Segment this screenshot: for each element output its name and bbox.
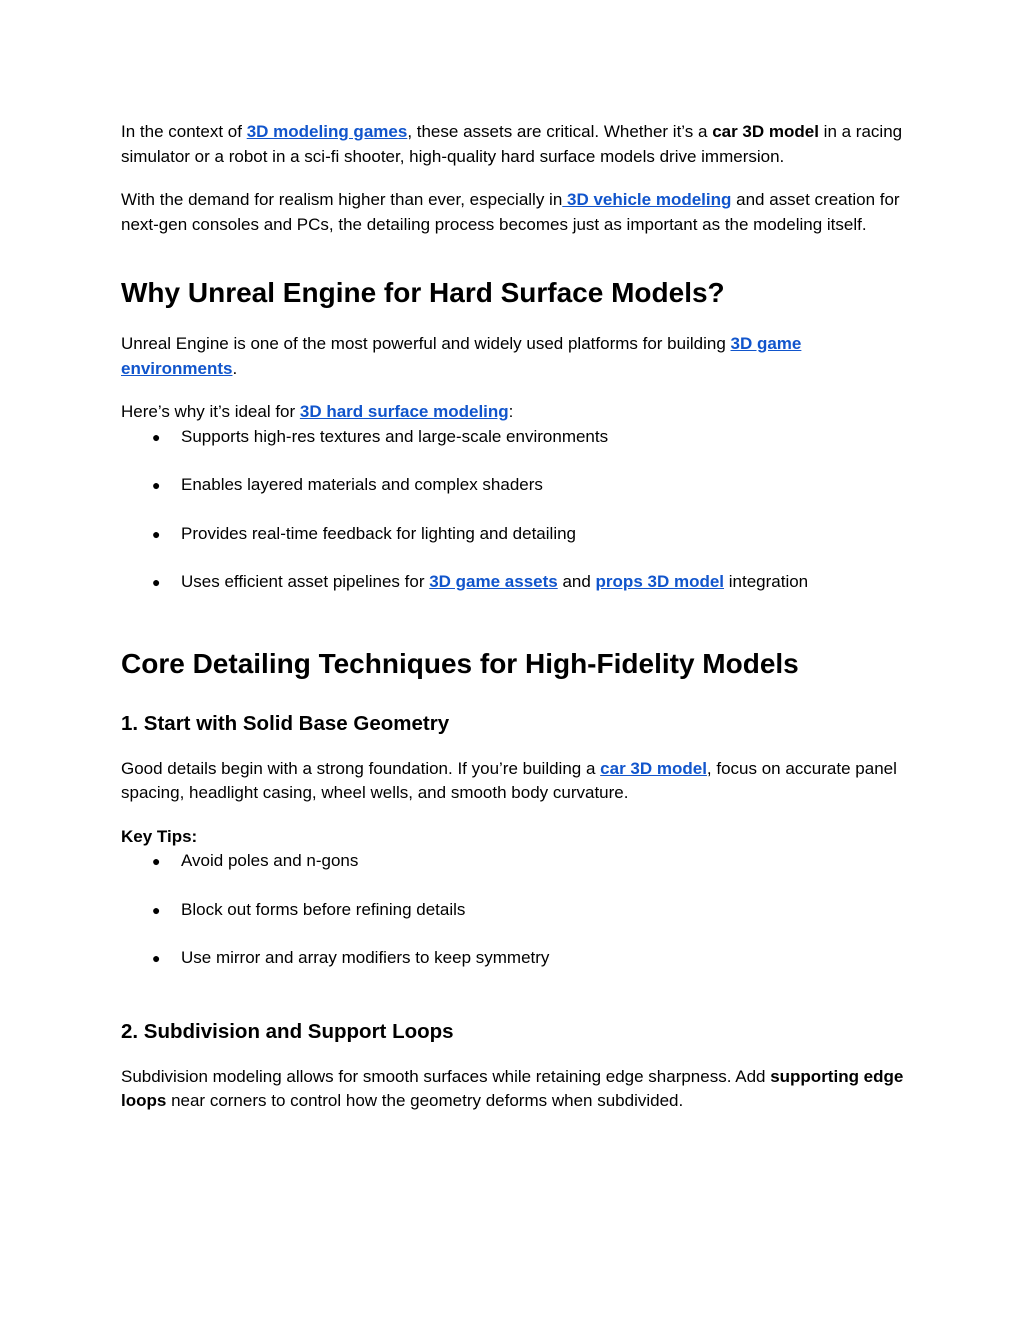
subdivision-paragraph (121, 1065, 906, 1114)
key-tips-list (121, 849, 906, 971)
link-3d-game-environments[interactable]: 3D game environments (121, 334, 802, 378)
text: Uses efficient asset pipelines for (181, 572, 430, 591)
heading-why-unreal: Why Unreal Engine for Hard Surface Models? (121, 277, 725, 308)
text: With the demand for realism higher than ever, especially in (121, 190, 563, 209)
list-item (121, 849, 906, 874)
link-props-3d-model[interactable]: props 3D model (595, 572, 725, 591)
text: . (232, 358, 238, 378)
list-item (121, 473, 906, 498)
bold-supporting-edge-loops: supporting edge loops (121, 1066, 904, 1110)
bold-car-3d-model: car 3D model (712, 122, 819, 141)
text: Good details begin with a strong foundation. If you’re building a (121, 758, 601, 778)
text: integration (724, 572, 809, 591)
document-page (121, 120, 906, 1114)
list-item (121, 522, 906, 547)
why-bullet-list (121, 425, 906, 595)
bullet-icon: ● (152, 901, 161, 918)
text: , these assets are critical. Whether it’s a (407, 122, 713, 141)
list-item-text: Use mirror and array modifiers to keep symmetry (181, 948, 550, 967)
list-item (121, 946, 906, 971)
list-item-text: Enables layered materials and complex shaders (181, 475, 543, 494)
bullet-icon: ● (152, 574, 161, 590)
bullet-icon: ● (152, 950, 161, 966)
list-item-text: Supports high-res textures and large-scale environments (181, 426, 609, 446)
heading-solid-base-geometry: 1. Start with Solid Base Geometry (121, 711, 450, 735)
bullet-icon: ● (152, 428, 161, 445)
list-item-text: Provides real-time feedback for lighting and detailing (181, 523, 577, 543)
base-geometry-paragraph (121, 757, 906, 806)
link-3d-hard-surface-modeling[interactable]: 3D hard surface modeling (299, 402, 509, 421)
heading-subdivision-support-loops: 2. Subdivision and Support Loops (121, 1019, 454, 1043)
heading-core-detailing: Core Detailing Techniques for High-Fidelity Models (121, 647, 799, 679)
text: and (557, 572, 596, 591)
text: near corners to control how the geometry deforms when subdivided. (166, 1091, 684, 1110)
list-item (121, 425, 906, 450)
text: Unreal Engine is one of the most powerful and widely used platforms for building (121, 334, 731, 353)
bullet-icon: ● (152, 853, 161, 869)
intro-paragraph-1 (121, 120, 906, 169)
text: Here’s why it’s ideal for (121, 402, 300, 421)
list-item-text: Block out forms before refining details (181, 899, 466, 919)
intro-paragraph-2 (121, 188, 906, 237)
list-item-text: Avoid poles and n-gons (181, 851, 359, 870)
link-3d-game-assets[interactable]: 3D game assets (429, 572, 558, 591)
key-tips-text: Key Tips: (121, 826, 198, 846)
list-item (121, 898, 906, 923)
text: and asset creation for next-gen consoles and PCs, the detailing process becomes just as important as the modeling itself. (121, 190, 900, 234)
why-paragraph-1 (121, 332, 906, 381)
link-car-3d-model[interactable]: car 3D model (600, 758, 707, 778)
text: In the context of (121, 122, 247, 141)
key-tips-label (121, 825, 906, 850)
text: Subdivision modeling allows for smooth surfaces while retaining edge sharpness. Add (121, 1066, 771, 1086)
link-3d-vehicle-modeling[interactable]: 3D vehicle modeling (562, 190, 732, 209)
why-paragraph-2 (121, 400, 906, 425)
bullet-icon: ● (152, 525, 161, 542)
list-item (121, 570, 906, 595)
text: , focus on accurate panel spacing, headlight casing, wheel wells, and smooth body curvature. (121, 758, 897, 802)
link-3d-modeling-games[interactable]: 3D modeling games (246, 122, 408, 141)
text: : (508, 402, 514, 421)
text: in a racing simulator or a robot in a sci-fi shooter, high-quality hard surface models drive immersion. (121, 122, 903, 166)
bullet-icon: ● (152, 477, 161, 493)
